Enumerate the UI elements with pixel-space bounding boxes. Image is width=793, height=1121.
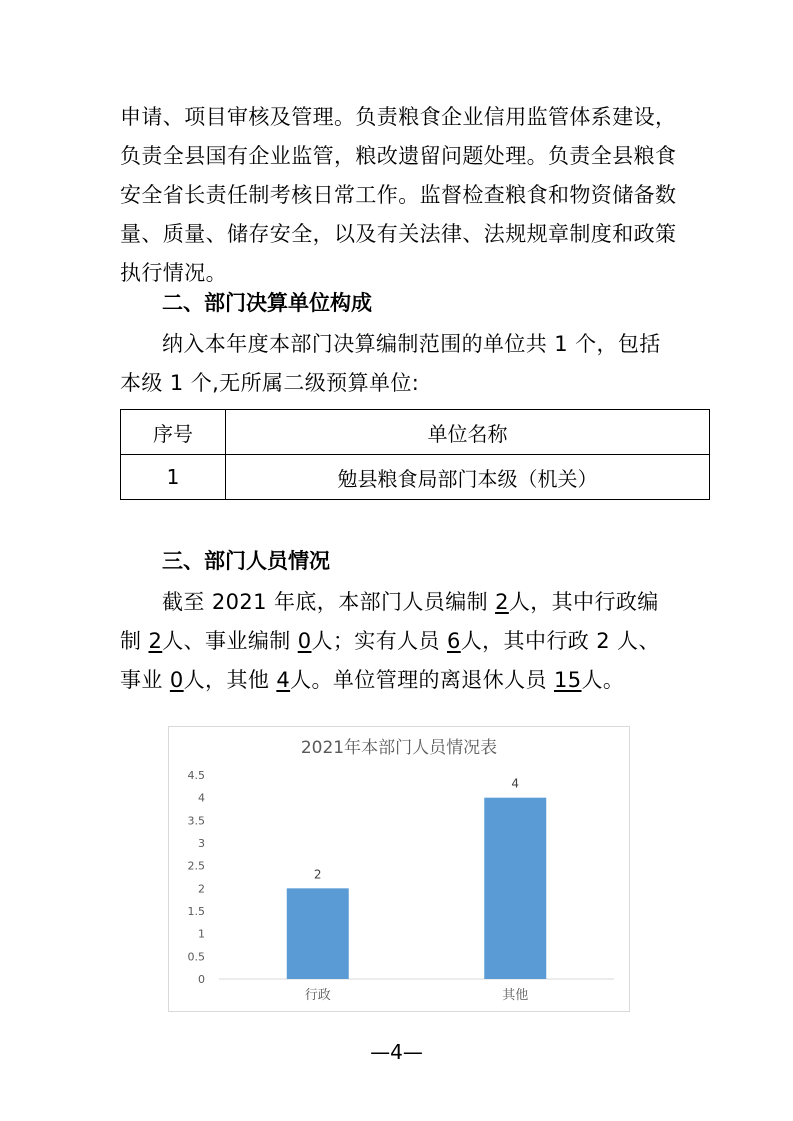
y-tick-label: 4.5 bbox=[187, 769, 205, 782]
staff-text: 人。单位管理的离退休人员 bbox=[290, 668, 554, 692]
bar-data-label: 4 bbox=[511, 776, 520, 791]
staff-chart bbox=[168, 726, 630, 1012]
y-tick-label: 3 bbox=[198, 837, 205, 850]
bar-0 bbox=[287, 888, 349, 979]
paragraph-duties: 申请、项目审核及管理。负责粮食企业信用监管体系建设，负责全县国有企业监管，粮改遗留问题处理。负责全县粮食安全省长责任制考核日常工作。监督检查粮食和物资储备数量、质量、储存安全，以及有关法律、法规规章制度和政策执行情况。 bbox=[120, 105, 677, 285]
staff-text: 人，其中行政 2 人、事业 bbox=[120, 629, 660, 692]
staff-text: 截至 2021 年底，本部门人员编制 bbox=[162, 590, 496, 614]
staff-value-public-actual: 0 bbox=[169, 668, 184, 692]
staff-value-retired: 15 bbox=[553, 668, 582, 692]
category-label: 行政 bbox=[304, 988, 331, 1003]
staff-value-admin-authorized: 2 bbox=[148, 629, 163, 653]
y-tick-label: 1 bbox=[198, 927, 205, 941]
section-heading-staff: 三、部门人员情况 bbox=[162, 549, 330, 573]
category-label: 其他 bbox=[502, 988, 529, 1003]
staff-text: 人，其他 bbox=[183, 668, 277, 692]
units-table bbox=[120, 409, 710, 500]
chart-title: 2021年本部门人员情况表 bbox=[300, 738, 498, 758]
page-number: —4— bbox=[370, 1040, 423, 1064]
staff-value-other: 4 bbox=[276, 668, 291, 692]
staff-chart-svg bbox=[169, 727, 629, 1011]
staff-value-public-authorized: 0 bbox=[297, 629, 312, 653]
staff-text: 人，其中行政编制 bbox=[120, 590, 659, 653]
section-heading-units: 二、部门决算单位构成 bbox=[162, 291, 372, 315]
table-header-row bbox=[121, 410, 710, 455]
paragraph-units: 纳入本年度本部门决算编制范围的单位共 1 个，包括本级 1 个,无所属二级预算单位: bbox=[120, 332, 661, 395]
table-header-index: 序号 bbox=[121, 410, 226, 455]
staff-value-authorized: 2 bbox=[495, 590, 509, 614]
table-header-unit-name: 单位名称 bbox=[226, 410, 710, 455]
table-row bbox=[121, 455, 710, 500]
staff-text: 人、事业编制 bbox=[162, 629, 298, 653]
staff-value-actual: 6 bbox=[446, 629, 461, 653]
y-tick-label: 2 bbox=[198, 882, 205, 896]
table-cell-index: 1 bbox=[121, 455, 226, 500]
y-tick-label: 0 bbox=[198, 973, 205, 986]
staff-text: 人；实有人员 bbox=[311, 629, 447, 653]
y-tick-label: 2.5 bbox=[187, 859, 205, 873]
y-tick-label: 4 bbox=[198, 791, 205, 805]
bar-data-label: 2 bbox=[313, 867, 322, 882]
y-tick-label: 3.5 bbox=[187, 814, 205, 828]
table-cell-unit-name: 勉县粮食局部门本级（机关） bbox=[226, 455, 710, 500]
y-tick-label: 0.5 bbox=[187, 950, 205, 964]
bar-1 bbox=[484, 798, 546, 979]
paragraph-staff bbox=[120, 583, 680, 700]
y-tick-label: 1.5 bbox=[187, 905, 205, 918]
staff-text: 人。 bbox=[581, 668, 625, 692]
